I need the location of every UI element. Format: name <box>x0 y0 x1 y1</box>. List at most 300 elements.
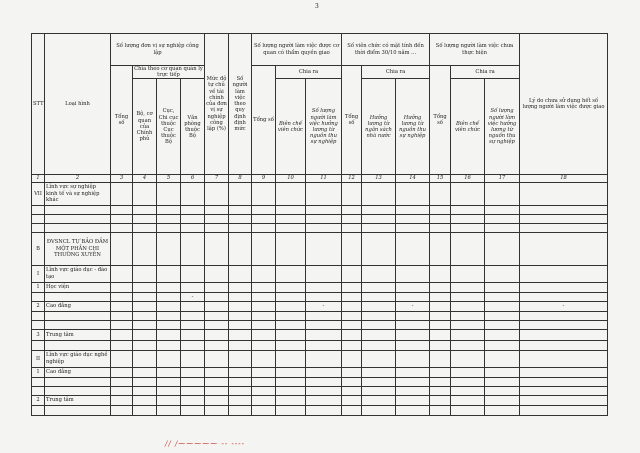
row-stt <box>32 320 45 329</box>
table-cell <box>520 282 608 292</box>
row-type: ĐVSNCL TỰ BẢO ĐẢM MỘT PHẦN CHI THƯỜNG XUYÊN <box>45 232 111 265</box>
header-present-self: Hưởng lương từ nguồn thu sự nghiệp <box>396 79 430 175</box>
row-stt <box>32 386 45 395</box>
table-cell <box>362 329 396 340</box>
table-cell <box>451 311 485 320</box>
table-cell <box>362 377 396 386</box>
table-cell <box>396 367 430 377</box>
table-cell <box>157 205 181 214</box>
table-cell <box>451 367 485 377</box>
table-cell <box>181 301 205 311</box>
header-assigned-self: Số lượng người làm việc hưởng lương từ nguồn thu sự nghiệp <box>306 79 342 175</box>
table-cell <box>362 367 396 377</box>
table-cell <box>276 386 306 395</box>
header-chia-ra-2: Chia ra <box>362 66 430 79</box>
header-department: Cục, Chi cục thuộc Cục thuộc Bộ <box>157 79 181 175</box>
table-cell <box>252 386 276 395</box>
row-stt: VII <box>32 182 45 205</box>
table-cell <box>157 214 181 223</box>
header-norm-staff: Số người làm việc theo quy định định mức <box>229 34 252 175</box>
table-cell <box>133 223 157 232</box>
table-cell <box>181 386 205 395</box>
table-cell <box>451 265 485 282</box>
table-cell <box>111 282 133 292</box>
table-cell <box>181 232 205 265</box>
column-number: 18 <box>520 175 608 182</box>
table-cell <box>342 282 362 292</box>
table-cell <box>306 329 342 340</box>
row-stt <box>32 377 45 386</box>
table-cell <box>485 386 520 395</box>
table-cell <box>276 265 306 282</box>
table-cell <box>252 182 276 205</box>
table-cell <box>133 377 157 386</box>
table-cell <box>276 367 306 377</box>
table-cell <box>520 205 608 214</box>
table-cell <box>205 395 229 405</box>
table-cell <box>252 311 276 320</box>
table-cell <box>362 223 396 232</box>
table-cell <box>396 265 430 282</box>
table-cell <box>111 329 133 340</box>
table-cell <box>229 329 252 340</box>
table-cell <box>520 350 608 367</box>
header-by-agency: Chia theo cơ quan quản lý trực tiếp <box>134 66 203 79</box>
table-cell <box>520 329 608 340</box>
table-cell <box>451 292 485 301</box>
table-cell <box>229 214 252 223</box>
table-cell <box>276 301 306 311</box>
table-cell <box>306 386 342 395</box>
row-type <box>45 340 111 350</box>
table-cell <box>111 367 133 377</box>
table-cell <box>205 232 229 265</box>
row-type: Cao đẳng <box>45 367 111 377</box>
row-stt <box>32 223 45 232</box>
table-row <box>32 223 608 232</box>
header-chia-ra-3: Chia ra <box>451 66 520 79</box>
table-cell <box>111 232 133 265</box>
table-cell <box>396 282 430 292</box>
table-cell <box>205 320 229 329</box>
table-cell <box>485 405 520 415</box>
column-number: 2 <box>45 175 111 182</box>
table-cell <box>181 223 205 232</box>
table-cell <box>306 205 342 214</box>
table-row <box>32 395 608 405</box>
table-cell <box>520 367 608 377</box>
table-row <box>32 329 608 340</box>
row-type <box>45 292 111 301</box>
table-cell <box>252 205 276 214</box>
table-cell <box>485 232 520 265</box>
table-cell <box>205 350 229 367</box>
row-stt: B <box>32 232 45 265</box>
table-cell <box>451 350 485 367</box>
table-cell <box>276 377 306 386</box>
table-cell <box>181 329 205 340</box>
table-cell <box>342 214 362 223</box>
table-cell <box>229 232 252 265</box>
table-cell <box>342 301 362 311</box>
table-cell <box>205 386 229 395</box>
table-cell <box>157 292 181 301</box>
table-cell <box>276 214 306 223</box>
table-row <box>32 265 608 282</box>
table-cell <box>276 350 306 367</box>
row-type <box>45 386 111 395</box>
table-cell <box>252 329 276 340</box>
table-cell <box>362 301 396 311</box>
table-cell <box>252 223 276 232</box>
table-cell <box>157 320 181 329</box>
table-cell <box>111 395 133 405</box>
row-type: Lĩnh vực giáo dục nghề nghiệp <box>45 350 111 367</box>
table-cell <box>430 205 451 214</box>
table-cell <box>252 265 276 282</box>
table-cell <box>430 311 451 320</box>
row-type: Trung tâm <box>45 329 111 340</box>
table-cell <box>362 311 396 320</box>
table-cell <box>276 282 306 292</box>
column-number: 16 <box>451 175 485 182</box>
row-stt <box>32 405 45 415</box>
table-cell <box>229 405 252 415</box>
table-cell <box>276 311 306 320</box>
table-cell <box>111 405 133 415</box>
table-cell <box>485 282 520 292</box>
table-cell <box>342 182 362 205</box>
header-present-budget: Hưởng lương từ ngân sách nhà nước <box>362 79 396 175</box>
table-cell <box>430 350 451 367</box>
table-cell <box>276 223 306 232</box>
table-cell <box>485 205 520 214</box>
table-cell <box>111 301 133 311</box>
table-cell <box>520 340 608 350</box>
table-cell <box>205 301 229 311</box>
table-cell <box>396 340 430 350</box>
header-reason: Lý do chưa sử dụng hết số lượng người làm việc được giao <box>520 34 608 175</box>
table-cell <box>430 223 451 232</box>
table-cell <box>157 386 181 395</box>
table-cell <box>396 395 430 405</box>
table-cell <box>362 292 396 301</box>
table-cell <box>229 182 252 205</box>
table-row <box>32 350 608 367</box>
table-cell <box>111 350 133 367</box>
header-group-unfilled: Số lượng người làm việc chưa thực hiện <box>430 34 520 66</box>
table-cell <box>342 223 362 232</box>
table-cell <box>451 329 485 340</box>
table-cell <box>342 292 362 301</box>
table-cell <box>451 214 485 223</box>
table-cell <box>133 292 157 301</box>
table-cell <box>252 282 276 292</box>
table-cell <box>181 320 205 329</box>
table-cell <box>111 320 133 329</box>
header-total-unfilled: Tổng số <box>430 66 451 175</box>
header-unfilled-civil: Biên chế viên chức <box>451 79 485 175</box>
column-number: 9 <box>252 175 276 182</box>
table-cell <box>205 182 229 205</box>
table-cell <box>342 377 362 386</box>
table-cell <box>396 232 430 265</box>
table-cell <box>306 232 342 265</box>
table-cell <box>362 350 396 367</box>
table-cell <box>485 367 520 377</box>
table-cell <box>306 182 342 205</box>
table-cell <box>451 386 485 395</box>
table-cell <box>252 340 276 350</box>
table-cell <box>157 265 181 282</box>
table-cell <box>362 340 396 350</box>
table-cell <box>229 265 252 282</box>
header-loai-hinh: Loại hình <box>45 34 111 175</box>
row-stt: 1 <box>32 282 45 292</box>
row-type: Học viện <box>45 282 111 292</box>
row-type <box>45 223 111 232</box>
table-cell <box>205 214 229 223</box>
column-number: 13 <box>362 175 396 182</box>
table-cell <box>520 292 608 301</box>
table-cell <box>362 214 396 223</box>
table-cell <box>111 377 133 386</box>
table-cell <box>133 329 157 340</box>
table-cell <box>205 340 229 350</box>
row-type: Lĩnh vực giáo dục - đào tạo <box>45 265 111 282</box>
table-cell <box>451 301 485 311</box>
table-cell <box>362 265 396 282</box>
row-type: Trung tâm <box>45 395 111 405</box>
table-cell <box>485 182 520 205</box>
header-total-assigned: Tổng số <box>252 66 276 175</box>
column-number: 5 <box>157 175 181 182</box>
header-total-present: Tổng số <box>342 66 362 175</box>
table-cell <box>157 182 181 205</box>
table-cell <box>485 223 520 232</box>
table-cell <box>229 282 252 292</box>
table-cell <box>430 367 451 377</box>
table-cell <box>111 205 133 214</box>
table-cell <box>276 205 306 214</box>
signature-mark: // /⁓⁓⁓⁓⁓ -- ---- <box>165 440 245 448</box>
table-cell <box>306 340 342 350</box>
table-cell <box>111 386 133 395</box>
table-cell <box>451 377 485 386</box>
table-cell <box>205 405 229 415</box>
table-cell <box>181 265 205 282</box>
table-cell <box>430 320 451 329</box>
table-cell <box>342 320 362 329</box>
table-cell <box>306 405 342 415</box>
table-cell <box>205 223 229 232</box>
table-cell <box>362 395 396 405</box>
table-row <box>32 301 608 311</box>
table-cell <box>229 340 252 350</box>
row-type <box>45 214 111 223</box>
table-cell <box>157 282 181 292</box>
table-cell <box>133 182 157 205</box>
table-cell <box>133 350 157 367</box>
table-cell <box>396 182 430 205</box>
table-cell <box>205 311 229 320</box>
table-cell <box>111 223 133 232</box>
table-cell <box>430 340 451 350</box>
table-cell <box>396 214 430 223</box>
table-cell <box>362 386 396 395</box>
table-row <box>32 340 608 350</box>
table-cell <box>157 340 181 350</box>
table-cell <box>252 232 276 265</box>
table-cell <box>252 405 276 415</box>
table-cell <box>229 292 252 301</box>
table-cell <box>133 367 157 377</box>
column-number: 12 <box>342 175 362 182</box>
table-cell <box>181 395 205 405</box>
row-stt <box>32 214 45 223</box>
table-cell <box>229 223 252 232</box>
table-cell <box>157 350 181 367</box>
table-row <box>32 367 608 377</box>
table-row <box>32 232 608 265</box>
table-cell <box>362 320 396 329</box>
column-number: 3 <box>111 175 133 182</box>
table-cell <box>205 329 229 340</box>
column-number: 7 <box>205 175 229 182</box>
table-cell <box>396 386 430 395</box>
table-row <box>32 282 608 292</box>
header-office: Văn phòng thuộc Bộ <box>181 79 205 175</box>
table-cell <box>252 292 276 301</box>
table-cell <box>451 182 485 205</box>
table-cell <box>276 340 306 350</box>
table-cell <box>133 395 157 405</box>
table-cell <box>362 232 396 265</box>
header-chia-ra-1: Chia ra <box>276 66 342 79</box>
table-cell <box>485 320 520 329</box>
table-cell <box>252 214 276 223</box>
row-type: Lĩnh vực sự nghiệp kinh tế và sự nghiệp khác <box>45 182 111 205</box>
table-cell <box>485 329 520 340</box>
table-cell <box>229 301 252 311</box>
table-cell <box>229 205 252 214</box>
table-cell <box>306 223 342 232</box>
table-cell <box>362 282 396 292</box>
row-stt: 1 <box>32 367 45 377</box>
table-cell <box>181 214 205 223</box>
header-unfilled-self: Số lượng người làm việc hưởng lương từ nguồn thu sự nghiệp <box>485 79 520 175</box>
row-stt: 2 <box>32 301 45 311</box>
table-cell <box>430 386 451 395</box>
table-cell <box>342 340 362 350</box>
table-cell <box>306 292 342 301</box>
table-cell <box>276 232 306 265</box>
table-cell <box>396 377 430 386</box>
table-cell <box>252 367 276 377</box>
table-cell <box>229 386 252 395</box>
column-number: 6 <box>181 175 205 182</box>
table-cell <box>276 395 306 405</box>
table-cell <box>133 282 157 292</box>
row-stt <box>32 205 45 214</box>
table-cell <box>252 377 276 386</box>
table-cell <box>111 340 133 350</box>
header-total-units: Tổng số <box>111 66 133 175</box>
table-cell <box>229 395 252 405</box>
table-cell <box>485 214 520 223</box>
table-cell <box>342 386 362 395</box>
table-cell <box>133 311 157 320</box>
column-number: 1 <box>32 175 45 182</box>
table-cell <box>451 282 485 292</box>
row-type <box>45 311 111 320</box>
table-cell <box>205 292 229 301</box>
table-cell <box>520 182 608 205</box>
table-cell <box>485 311 520 320</box>
table-cell <box>157 405 181 415</box>
table-cell <box>342 367 362 377</box>
table-cell <box>205 377 229 386</box>
table-cell <box>396 329 430 340</box>
table-cell <box>133 214 157 223</box>
table-cell <box>362 405 396 415</box>
table-cell <box>520 320 608 329</box>
table-cell <box>485 292 520 301</box>
table-row <box>32 377 608 386</box>
table-cell <box>342 350 362 367</box>
table-cell <box>205 205 229 214</box>
table-cell <box>430 182 451 205</box>
table-cell <box>252 301 276 311</box>
table-row <box>32 311 608 320</box>
table-cell <box>111 292 133 301</box>
table-cell <box>396 223 430 232</box>
table-cell <box>342 329 362 340</box>
row-stt <box>32 340 45 350</box>
table-cell <box>342 405 362 415</box>
row-type <box>45 405 111 415</box>
table-cell <box>229 367 252 377</box>
table-cell <box>306 350 342 367</box>
table-cell <box>205 282 229 292</box>
dash-mark: - <box>181 292 205 301</box>
table-cell <box>451 320 485 329</box>
table-cell <box>342 232 362 265</box>
table-cell <box>430 214 451 223</box>
table-cell <box>306 214 342 223</box>
table-cell <box>157 301 181 311</box>
table-cell <box>430 301 451 311</box>
table-cell <box>252 320 276 329</box>
table-cell <box>157 223 181 232</box>
table-cell <box>520 405 608 415</box>
table-cell <box>306 377 342 386</box>
column-number: 10 <box>276 175 306 182</box>
row-stt <box>32 292 45 301</box>
table-row <box>32 405 608 415</box>
table-cell <box>430 329 451 340</box>
table-cell <box>133 265 157 282</box>
column-number-row <box>32 175 608 182</box>
header-stt: STT <box>32 34 45 175</box>
table-row <box>32 292 608 301</box>
staffing-table <box>31 33 608 416</box>
table-cell <box>306 282 342 292</box>
table-cell <box>451 395 485 405</box>
table-cell <box>229 350 252 367</box>
table-cell <box>276 329 306 340</box>
table-cell <box>181 377 205 386</box>
